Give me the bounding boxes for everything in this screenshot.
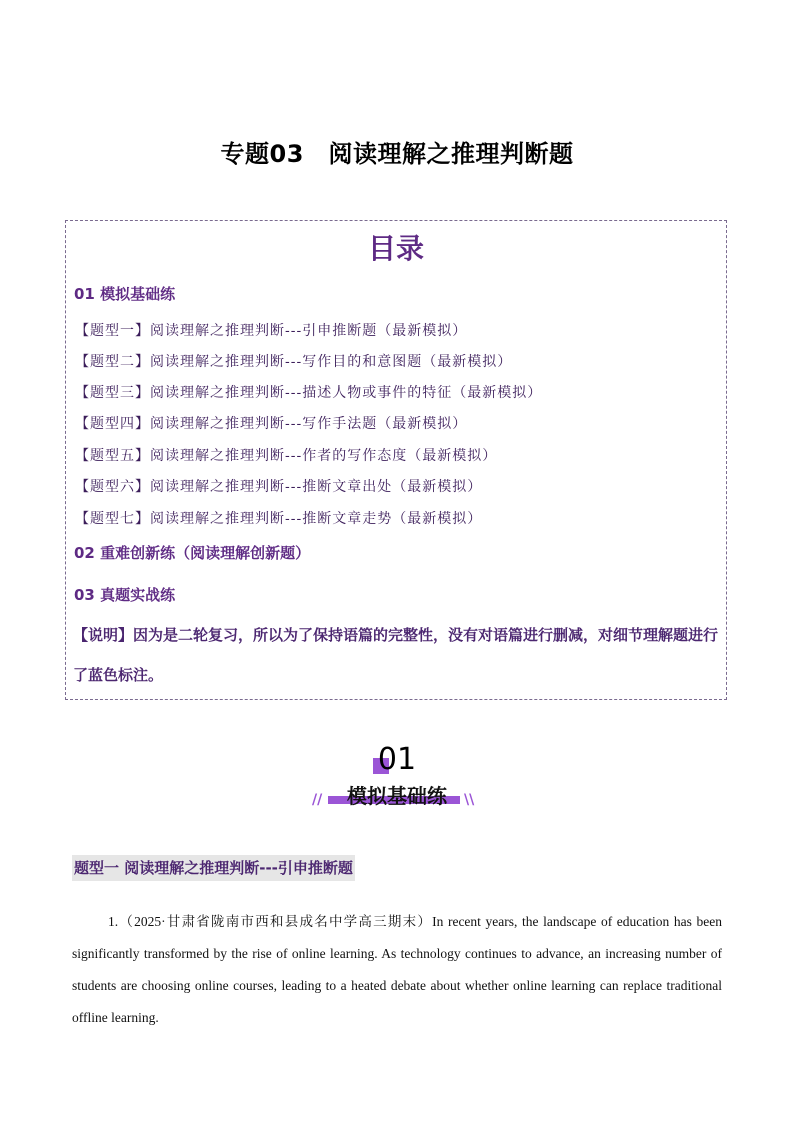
toc-section-3[interactable]: 03 真题实战练: [74, 586, 176, 604]
toc-note: 【说明】因为是二轮复习，所以为了保持语篇的完整性，没有对语篇进行删减，对细节理解题进行了蓝色标注。: [73, 626, 719, 684]
page-title: 专题03 阅读理解之推理判断题: [220, 140, 574, 168]
toc-heading: 目录: [367, 232, 424, 265]
badge-slash-left: //: [312, 792, 323, 808]
toc-section-2[interactable]: 02 重难创新练（阅读理解创新题）: [74, 544, 311, 562]
toc-item-4[interactable]: 【题型四】阅读理解之推理判断---写作手法题（最新模拟）: [75, 416, 468, 432]
badge-number: 01: [377, 742, 417, 777]
section-badge: [0, 742, 794, 812]
table-of-contents: [65, 220, 727, 700]
toc-item-3[interactable]: 【题型三】阅读理解之推理判断---描述人物或事件的特征（最新模拟）: [75, 385, 543, 401]
toc-item-1[interactable]: 【题型一】阅读理解之推理判断---引申推断题（最新模拟）: [75, 323, 468, 339]
toc-item-7[interactable]: 【题型七】阅读理解之推理判断---推断文章走势（最新模拟）: [75, 511, 483, 527]
toc-item-5[interactable]: 【题型五】阅读理解之推理判断---作者的写作态度（最新模拟）: [75, 448, 498, 464]
question-type-heading: 题型一 阅读理解之推理判断---引申推断题: [72, 855, 355, 881]
toc-item-2[interactable]: 【题型二】阅读理解之推理判断---写作目的和意图题（最新模拟）: [75, 354, 513, 370]
question-paragraph: 1.（2025·甘肃省陇南市西和县成名中学高三期末）In recent years, the landscape of education has been significantly transformed by the rise of online learning. As technology continues to advance, an increasing number of students are choosing online courses, leading to a heated debate about whether online learning can replace traditional offline learning.: [72, 914, 722, 1025]
toc-item-6[interactable]: 【题型六】阅读理解之推理判断---推断文章出处（最新模拟）: [75, 479, 483, 495]
badge-label: 模拟基础练: [347, 784, 447, 808]
toc-section-1[interactable]: 01 模拟基础练: [74, 285, 176, 303]
badge-slash-right: \\: [464, 792, 475, 808]
